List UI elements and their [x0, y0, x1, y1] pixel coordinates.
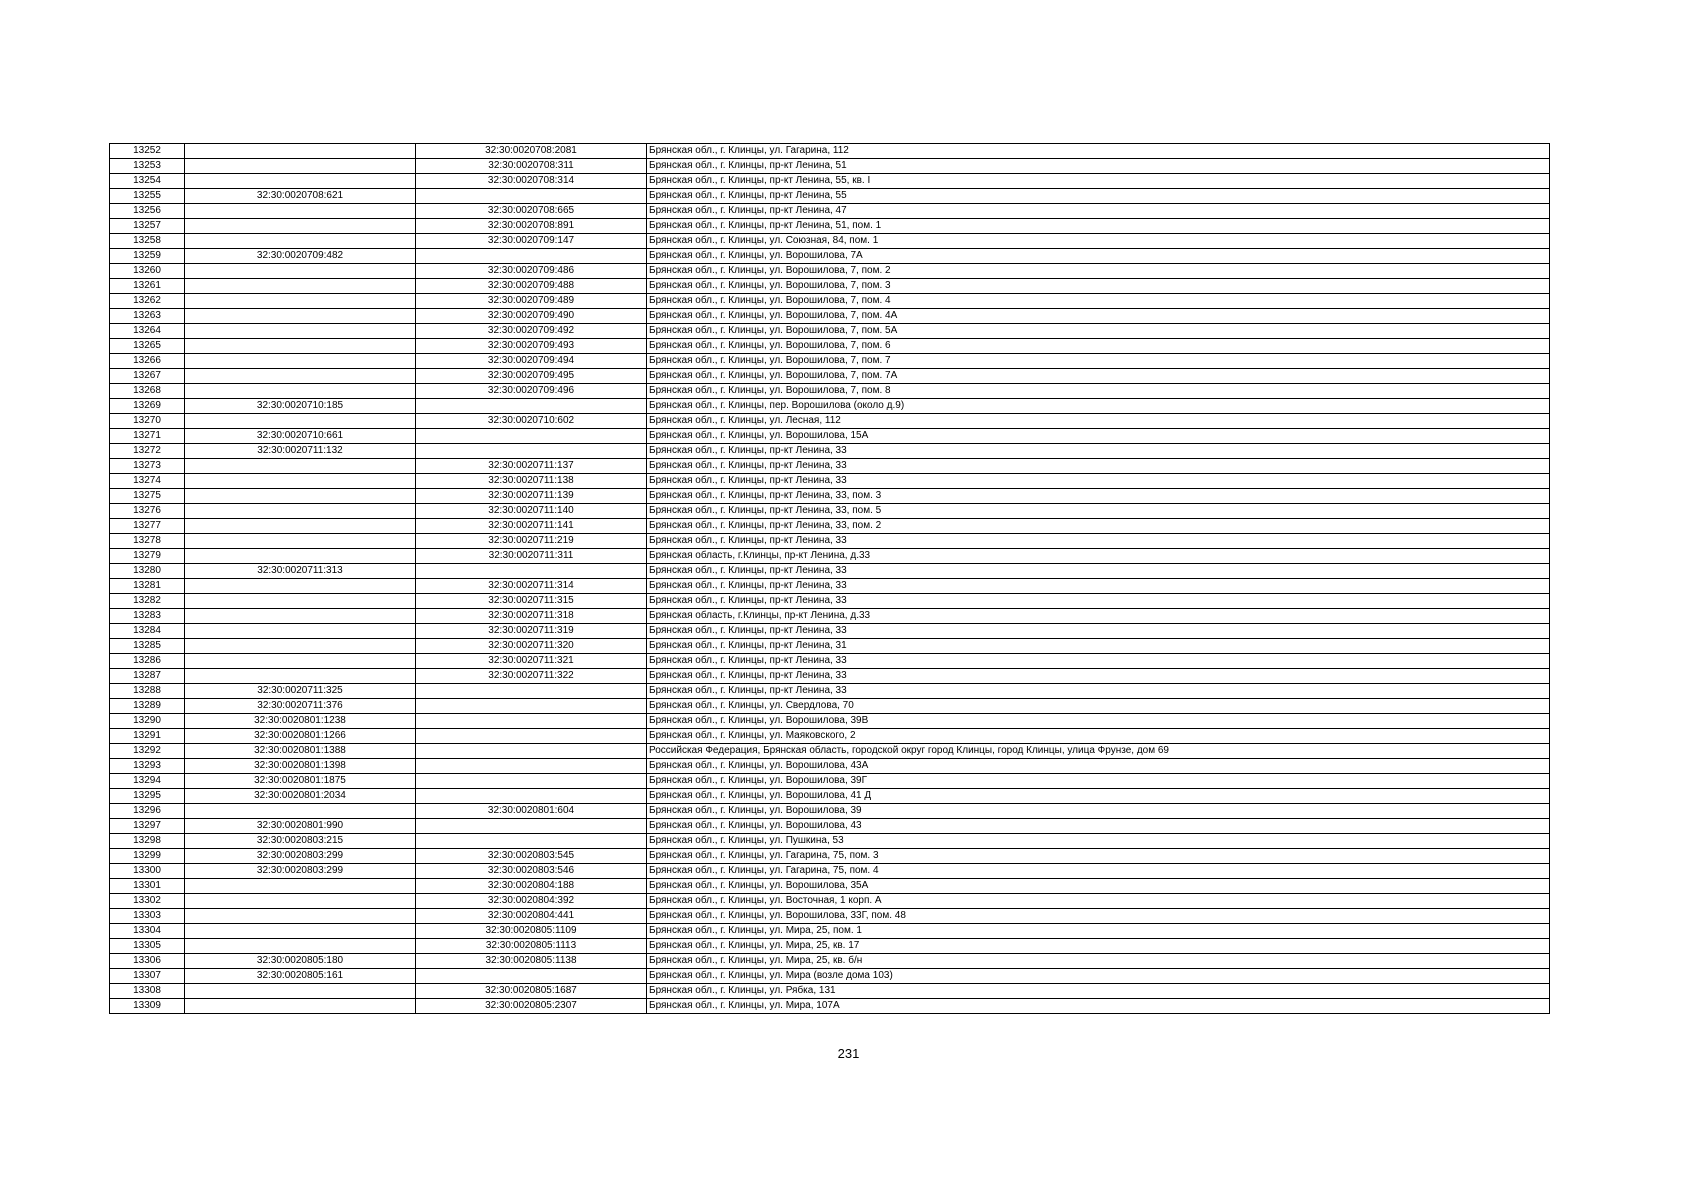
- address-cell: Брянская обл., г. Клинцы, пр-кт Ленина, 31: [647, 639, 1550, 654]
- table-row: [110, 669, 1550, 684]
- object-cadastral-number-cell: [416, 564, 647, 579]
- land-cadastral-number-cell: [185, 384, 416, 399]
- address-cell: Брянская обл., г. Клинцы, пр-кт Ленина, 51: [647, 159, 1550, 174]
- row-number-cell: 13255: [110, 189, 185, 204]
- table-row: [110, 369, 1550, 384]
- row-number-cell: 13301: [110, 879, 185, 894]
- object-cadastral-number-cell: 32:30:0020711:318: [416, 609, 647, 624]
- address-cell: Брянская обл., г. Клинцы, пр-кт Ленина, 33: [647, 669, 1550, 684]
- table-row: [110, 459, 1550, 474]
- row-number-cell: 13294: [110, 774, 185, 789]
- table-row: [110, 984, 1550, 999]
- object-cadastral-number-cell: [416, 774, 647, 789]
- land-cadastral-number-cell: [185, 519, 416, 534]
- table-row: [110, 729, 1550, 744]
- address-cell: Брянская обл., г. Клинцы, пр-кт Ленина, 33: [647, 684, 1550, 699]
- row-number-cell: 13262: [110, 294, 185, 309]
- land-cadastral-number-cell: 32:30:0020803:299: [185, 849, 416, 864]
- table-row: [110, 639, 1550, 654]
- object-cadastral-number-cell: 32:30:0020805:2307: [416, 999, 647, 1014]
- object-cadastral-number-cell: 32:30:0020709:493: [416, 339, 647, 354]
- row-number-cell: 13290: [110, 714, 185, 729]
- land-cadastral-number-cell: [185, 174, 416, 189]
- table-row: [110, 624, 1550, 639]
- table-row: [110, 444, 1550, 459]
- row-number-cell: 13259: [110, 249, 185, 264]
- row-number-cell: 13274: [110, 474, 185, 489]
- table-row: [110, 519, 1550, 534]
- object-cadastral-number-cell: 32:30:0020708:665: [416, 204, 647, 219]
- table-row: [110, 879, 1550, 894]
- land-cadastral-number-cell: [185, 309, 416, 324]
- row-number-cell: 13308: [110, 984, 185, 999]
- row-number-cell: 13293: [110, 759, 185, 774]
- table-row: [110, 174, 1550, 189]
- row-number-cell: 13287: [110, 669, 185, 684]
- row-number-cell: 13284: [110, 624, 185, 639]
- row-number-cell: 13297: [110, 819, 185, 834]
- land-cadastral-number-cell: [185, 144, 416, 159]
- table-row: [110, 609, 1550, 624]
- row-number-cell: 13285: [110, 639, 185, 654]
- object-cadastral-number-cell: 32:30:0020709:492: [416, 324, 647, 339]
- table-row: [110, 699, 1550, 714]
- land-cadastral-number-cell: 32:30:0020801:1266: [185, 729, 416, 744]
- land-cadastral-number-cell: 32:30:0020803:299: [185, 864, 416, 879]
- row-number-cell: 13263: [110, 309, 185, 324]
- object-cadastral-number-cell: 32:30:0020711:138: [416, 474, 647, 489]
- row-number-cell: 13292: [110, 744, 185, 759]
- table-row: [110, 714, 1550, 729]
- address-cell: Брянская обл., г. Клинцы, пр-кт Ленина, 33, пом. 5: [647, 504, 1550, 519]
- row-number-cell: 13260: [110, 264, 185, 279]
- table-row: [110, 819, 1550, 834]
- table-row: [110, 204, 1550, 219]
- address-cell: Брянская обл., г. Клинцы, ул. Ворошилова, 43: [647, 819, 1550, 834]
- object-cadastral-number-cell: 32:30:0020804:392: [416, 894, 647, 909]
- row-number-cell: 13289: [110, 699, 185, 714]
- row-number-cell: 13280: [110, 564, 185, 579]
- address-cell: Брянская обл., г. Клинцы, ул. Маяковского, 2: [647, 729, 1550, 744]
- table-row: [110, 399, 1550, 414]
- land-cadastral-number-cell: 32:30:0020711:313: [185, 564, 416, 579]
- land-cadastral-number-cell: 32:30:0020805:180: [185, 954, 416, 969]
- object-cadastral-number-cell: 32:30:0020804:188: [416, 879, 647, 894]
- table-row: [110, 294, 1550, 309]
- address-cell: Брянская обл., г. Клинцы, пр-кт Ленина, 33: [647, 459, 1550, 474]
- table-row: [110, 579, 1550, 594]
- land-cadastral-number-cell: [185, 999, 416, 1014]
- table-row: [110, 894, 1550, 909]
- address-cell: Брянская обл., г. Клинцы, ул. Ворошилова, 7, пом. 7А: [647, 369, 1550, 384]
- row-number-cell: 13276: [110, 504, 185, 519]
- object-cadastral-number-cell: 32:30:0020801:604: [416, 804, 647, 819]
- address-cell: Брянская обл., г. Клинцы, ул. Ворошилова, 7, пом. 5А: [647, 324, 1550, 339]
- table-row: [110, 969, 1550, 984]
- address-cell: Брянская обл., г. Клинцы, ул. Союзная, 84, пом. 1: [647, 234, 1550, 249]
- object-cadastral-number-cell: 32:30:0020803:545: [416, 849, 647, 864]
- row-number-cell: 13304: [110, 924, 185, 939]
- address-cell: Брянская обл., г. Клинцы, пр-кт Ленина, 33: [647, 579, 1550, 594]
- address-cell: Брянская обл., г. Клинцы, пр-кт Ленина, 33: [647, 624, 1550, 639]
- address-cell: Брянская обл., г. Клинцы, ул. Ворошилова, 7, пом. 3: [647, 279, 1550, 294]
- row-number-cell: 13253: [110, 159, 185, 174]
- address-cell: Брянская обл., г. Клинцы, ул. Ворошилова, 15А: [647, 429, 1550, 444]
- object-cadastral-number-cell: 32:30:0020711:314: [416, 579, 647, 594]
- object-cadastral-number-cell: 32:30:0020711:137: [416, 459, 647, 474]
- land-cadastral-number-cell: [185, 924, 416, 939]
- table-row: [110, 564, 1550, 579]
- row-number-cell: 13264: [110, 324, 185, 339]
- address-cell: Брянская обл., г. Клинцы, ул. Ворошилова, 33Г, пом. 48: [647, 909, 1550, 924]
- address-cell: Брянская обл., г. Клинцы, ул. Мира, 107А: [647, 999, 1550, 1014]
- row-number-cell: 13278: [110, 534, 185, 549]
- land-cadastral-number-cell: [185, 939, 416, 954]
- object-cadastral-number-cell: 32:30:0020711:139: [416, 489, 647, 504]
- row-number-cell: 13306: [110, 954, 185, 969]
- address-cell: Брянская обл., г. Клинцы, ул. Гагарина, 75, пом. 4: [647, 864, 1550, 879]
- object-cadastral-number-cell: 32:30:0020708:2081: [416, 144, 647, 159]
- table-row: [110, 744, 1550, 759]
- object-cadastral-number-cell: 32:30:0020708:311: [416, 159, 647, 174]
- land-cadastral-number-cell: [185, 639, 416, 654]
- land-cadastral-number-cell: [185, 159, 416, 174]
- object-cadastral-number-cell: 32:30:0020711:320: [416, 639, 647, 654]
- land-cadastral-number-cell: 32:30:0020801:1875: [185, 774, 416, 789]
- row-number-cell: 13273: [110, 459, 185, 474]
- row-number-cell: 13305: [110, 939, 185, 954]
- address-cell: Брянская обл., г. Клинцы, пр-кт Ленина, 33: [647, 594, 1550, 609]
- land-cadastral-number-cell: 32:30:0020710:185: [185, 399, 416, 414]
- object-cadastral-number-cell: 32:30:0020711:219: [416, 534, 647, 549]
- address-cell: Брянская обл., г. Клинцы, ул. Рябка, 131: [647, 984, 1550, 999]
- address-cell: Брянская область, г.Клинцы, пр-кт Ленина, д.33: [647, 549, 1550, 564]
- table-row: [110, 324, 1550, 339]
- row-number-cell: 13268: [110, 384, 185, 399]
- table-row: [110, 849, 1550, 864]
- address-cell: Брянская обл., г. Клинцы, ул. Свердлова, 70: [647, 699, 1550, 714]
- land-cadastral-number-cell: 32:30:0020711:325: [185, 684, 416, 699]
- row-number-cell: 13275: [110, 489, 185, 504]
- address-cell: Брянская обл., г. Клинцы, ул. Ворошилова, 7, пом. 2: [647, 264, 1550, 279]
- table-row: [110, 159, 1550, 174]
- address-cell: Брянская обл., г. Клинцы, ул. Мира, 25, кв. 17: [647, 939, 1550, 954]
- address-cell: Брянская обл., г. Клинцы, пр-кт Ленина, 33: [647, 474, 1550, 489]
- row-number-cell: 13252: [110, 144, 185, 159]
- object-cadastral-number-cell: [416, 249, 647, 264]
- address-cell: Брянская обл., г. Клинцы, пр-кт Ленина, 33: [647, 534, 1550, 549]
- object-cadastral-number-cell: 32:30:0020709:486: [416, 264, 647, 279]
- address-cell: Брянская обл., г. Клинцы, ул. Мира, 25, кв. б/н: [647, 954, 1550, 969]
- object-cadastral-number-cell: 32:30:0020711:319: [416, 624, 647, 639]
- object-cadastral-number-cell: 32:30:0020711:140: [416, 504, 647, 519]
- land-cadastral-number-cell: 32:30:0020710:661: [185, 429, 416, 444]
- land-cadastral-number-cell: 32:30:0020805:161: [185, 969, 416, 984]
- row-number-cell: 13254: [110, 174, 185, 189]
- land-cadastral-number-cell: 32:30:0020803:215: [185, 834, 416, 849]
- row-number-cell: 13281: [110, 579, 185, 594]
- land-cadastral-number-cell: [185, 579, 416, 594]
- object-cadastral-number-cell: 32:30:0020710:602: [416, 414, 647, 429]
- land-cadastral-number-cell: [185, 474, 416, 489]
- row-number-cell: 13265: [110, 339, 185, 354]
- address-cell: Брянская обл., г. Клинцы, пр-кт Ленина, 33: [647, 564, 1550, 579]
- row-number-cell: 13302: [110, 894, 185, 909]
- object-cadastral-number-cell: [416, 429, 647, 444]
- land-cadastral-number-cell: 32:30:0020801:1398: [185, 759, 416, 774]
- object-cadastral-number-cell: [416, 189, 647, 204]
- address-cell: Брянская обл., г. Клинцы, пр-кт Ленина, 33, пом. 2: [647, 519, 1550, 534]
- object-cadastral-number-cell: [416, 714, 647, 729]
- table-row: [110, 684, 1550, 699]
- land-cadastral-number-cell: 32:30:0020801:990: [185, 819, 416, 834]
- address-cell: Брянская обл., г. Клинцы, ул. Ворошилова, 7А: [647, 249, 1550, 264]
- table-row: [110, 354, 1550, 369]
- object-cadastral-number-cell: 32:30:0020709:488: [416, 279, 647, 294]
- object-cadastral-number-cell: 32:30:0020709:495: [416, 369, 647, 384]
- land-cadastral-number-cell: [185, 504, 416, 519]
- address-cell: Брянская обл., г. Клинцы, ул. Ворошилова, 39Г: [647, 774, 1550, 789]
- address-cell: Брянская область, г.Клинцы, пр-кт Ленина, д.33: [647, 609, 1550, 624]
- table-row: [110, 144, 1550, 159]
- row-number-cell: 13282: [110, 594, 185, 609]
- object-cadastral-number-cell: [416, 834, 647, 849]
- object-cadastral-number-cell: 32:30:0020711:141: [416, 519, 647, 534]
- object-cadastral-number-cell: [416, 759, 647, 774]
- object-cadastral-number-cell: 32:30:0020708:314: [416, 174, 647, 189]
- address-cell: Брянская обл., г. Клинцы, ул. Ворошилова, 35А: [647, 879, 1550, 894]
- land-cadastral-number-cell: [185, 624, 416, 639]
- address-cell: Брянская обл., г. Клинцы, пр-кт Ленина, 47: [647, 204, 1550, 219]
- table-row: [110, 939, 1550, 954]
- row-number-cell: 13258: [110, 234, 185, 249]
- address-cell: Брянская обл., г. Клинцы, пр-кт Ленина, 55, кв. I: [647, 174, 1550, 189]
- row-number-cell: 13291: [110, 729, 185, 744]
- table-row: [110, 789, 1550, 804]
- table-row: [110, 474, 1550, 489]
- table-row: [110, 414, 1550, 429]
- address-cell: Брянская обл., г. Клинцы, ул. Пушкина, 53: [647, 834, 1550, 849]
- table-row: [110, 909, 1550, 924]
- address-cell: Брянская обл., г. Клинцы, ул. Гагарина, 112: [647, 144, 1550, 159]
- row-number-cell: 13256: [110, 204, 185, 219]
- object-cadastral-number-cell: 32:30:0020709:489: [416, 294, 647, 309]
- row-number-cell: 13267: [110, 369, 185, 384]
- object-cadastral-number-cell: [416, 684, 647, 699]
- land-cadastral-number-cell: [185, 339, 416, 354]
- address-cell: Брянская обл., г. Клинцы, пр-кт Ленина, 33, пом. 3: [647, 489, 1550, 504]
- land-cadastral-number-cell: [185, 324, 416, 339]
- address-cell: Брянская обл., г. Клинцы, пр-кт Ленина, 33: [647, 654, 1550, 669]
- table-row: [110, 834, 1550, 849]
- object-cadastral-number-cell: 32:30:0020709:494: [416, 354, 647, 369]
- land-cadastral-number-cell: 32:30:0020801:1388: [185, 744, 416, 759]
- table-row: [110, 954, 1550, 969]
- land-cadastral-number-cell: [185, 669, 416, 684]
- table-row: [110, 189, 1550, 204]
- table-row: [110, 219, 1550, 234]
- table-row: [110, 804, 1550, 819]
- row-number-cell: 13279: [110, 549, 185, 564]
- table-row: [110, 864, 1550, 879]
- land-cadastral-number-cell: 32:30:0020709:482: [185, 249, 416, 264]
- page-number: 231: [837, 1046, 860, 1061]
- land-cadastral-number-cell: [185, 489, 416, 504]
- object-cadastral-number-cell: 32:30:0020711:315: [416, 594, 647, 609]
- land-cadastral-number-cell: [185, 234, 416, 249]
- land-cadastral-number-cell: 32:30:0020708:621: [185, 189, 416, 204]
- land-cadastral-number-cell: [185, 414, 416, 429]
- object-cadastral-number-cell: 32:30:0020805:1113: [416, 939, 647, 954]
- registry-table: [109, 143, 1550, 1014]
- registry-table-body: [110, 144, 1550, 1014]
- land-cadastral-number-cell: 32:30:0020801:1238: [185, 714, 416, 729]
- object-cadastral-number-cell: [416, 969, 647, 984]
- land-cadastral-number-cell: 32:30:0020711:376: [185, 699, 416, 714]
- land-cadastral-number-cell: [185, 549, 416, 564]
- land-cadastral-number-cell: 32:30:0020801:2034: [185, 789, 416, 804]
- row-number-cell: 13296: [110, 804, 185, 819]
- land-cadastral-number-cell: 32:30:0020711:132: [185, 444, 416, 459]
- address-cell: Брянская обл., г. Клинцы, ул. Восточная, 1 корп. А: [647, 894, 1550, 909]
- table-row: [110, 924, 1550, 939]
- land-cadastral-number-cell: [185, 204, 416, 219]
- table-row: [110, 999, 1550, 1014]
- address-cell: Брянская обл., г. Клинцы, ул. Ворошилова, 43А: [647, 759, 1550, 774]
- table-row: [110, 384, 1550, 399]
- object-cadastral-number-cell: 32:30:0020709:496: [416, 384, 647, 399]
- land-cadastral-number-cell: [185, 294, 416, 309]
- object-cadastral-number-cell: 32:30:0020711:321: [416, 654, 647, 669]
- row-number-cell: 13277: [110, 519, 185, 534]
- table-row: [110, 654, 1550, 669]
- address-cell: Брянская обл., г. Клинцы, пр-кт Ленина, 33: [647, 444, 1550, 459]
- row-number-cell: 13272: [110, 444, 185, 459]
- land-cadastral-number-cell: [185, 984, 416, 999]
- table-row: [110, 264, 1550, 279]
- land-cadastral-number-cell: [185, 264, 416, 279]
- address-cell: Брянская обл., г. Клинцы, ул. Ворошилова, 7, пом. 8: [647, 384, 1550, 399]
- table-row: [110, 489, 1550, 504]
- row-number-cell: 13266: [110, 354, 185, 369]
- object-cadastral-number-cell: 32:30:0020711:311: [416, 549, 647, 564]
- table-row: [110, 759, 1550, 774]
- table-row: [110, 309, 1550, 324]
- row-number-cell: 13309: [110, 999, 185, 1014]
- address-cell: Брянская обл., г. Клинцы, ул. Мира (возле дома 103): [647, 969, 1550, 984]
- object-cadastral-number-cell: [416, 729, 647, 744]
- land-cadastral-number-cell: [185, 369, 416, 384]
- land-cadastral-number-cell: [185, 609, 416, 624]
- address-cell: Брянская обл., г. Клинцы, ул. Мира, 25, пом. 1: [647, 924, 1550, 939]
- address-cell: Российская Федерация, Брянская область, городской округ город Клинцы, город Клинцы, улица Фрунзе, дом 69: [647, 744, 1550, 759]
- address-cell: Брянская обл., г. Клинцы, ул. Ворошилова, 39: [647, 804, 1550, 819]
- table-row: [110, 549, 1550, 564]
- object-cadastral-number-cell: 32:30:0020805:1109: [416, 924, 647, 939]
- address-cell: Брянская обл., г. Клинцы, ул. Ворошилова, 7, пом. 4А: [647, 309, 1550, 324]
- row-number-cell: 13299: [110, 849, 185, 864]
- object-cadastral-number-cell: 32:30:0020803:546: [416, 864, 647, 879]
- land-cadastral-number-cell: [185, 909, 416, 924]
- row-number-cell: 13261: [110, 279, 185, 294]
- table-row: [110, 249, 1550, 264]
- row-number-cell: 13300: [110, 864, 185, 879]
- object-cadastral-number-cell: 32:30:0020805:1138: [416, 954, 647, 969]
- table-row: [110, 234, 1550, 249]
- land-cadastral-number-cell: [185, 804, 416, 819]
- table-row: [110, 504, 1550, 519]
- address-cell: Брянская обл., г. Клинцы, пр-кт Ленина, 51, пом. 1: [647, 219, 1550, 234]
- row-number-cell: 13295: [110, 789, 185, 804]
- land-cadastral-number-cell: [185, 894, 416, 909]
- land-cadastral-number-cell: [185, 354, 416, 369]
- row-number-cell: 13283: [110, 609, 185, 624]
- land-cadastral-number-cell: [185, 219, 416, 234]
- object-cadastral-number-cell: 32:30:0020709:490: [416, 309, 647, 324]
- address-cell: Брянская обл., г. Клинцы, ул. Ворошилова, 7, пом. 4: [647, 294, 1550, 309]
- object-cadastral-number-cell: 32:30:0020708:891: [416, 219, 647, 234]
- address-cell: Брянская обл., г. Клинцы, ул. Лесная, 112: [647, 414, 1550, 429]
- address-cell: Брянская обл., г. Клинцы, ул. Ворошилова, 39В: [647, 714, 1550, 729]
- row-number-cell: 13270: [110, 414, 185, 429]
- land-cadastral-number-cell: [185, 654, 416, 669]
- row-number-cell: 13257: [110, 219, 185, 234]
- row-number-cell: 13269: [110, 399, 185, 414]
- address-cell: Брянская обл., г. Клинцы, пер. Ворошилова (около д.9): [647, 399, 1550, 414]
- land-cadastral-number-cell: [185, 279, 416, 294]
- table-row: [110, 279, 1550, 294]
- row-number-cell: 13303: [110, 909, 185, 924]
- row-number-cell: 13286: [110, 654, 185, 669]
- table-row: [110, 339, 1550, 354]
- object-cadastral-number-cell: 32:30:0020709:147: [416, 234, 647, 249]
- object-cadastral-number-cell: 32:30:0020805:1687: [416, 984, 647, 999]
- land-cadastral-number-cell: [185, 594, 416, 609]
- table-row: [110, 534, 1550, 549]
- address-cell: Брянская обл., г. Клинцы, ул. Гагарина, 75, пом. 3: [647, 849, 1550, 864]
- object-cadastral-number-cell: [416, 699, 647, 714]
- table-row: [110, 594, 1550, 609]
- row-number-cell: 13307: [110, 969, 185, 984]
- row-number-cell: 13288: [110, 684, 185, 699]
- address-cell: Брянская обл., г. Клинцы, ул. Ворошилова, 7, пом. 7: [647, 354, 1550, 369]
- object-cadastral-number-cell: 32:30:0020804:441: [416, 909, 647, 924]
- land-cadastral-number-cell: [185, 879, 416, 894]
- object-cadastral-number-cell: [416, 789, 647, 804]
- land-cadastral-number-cell: [185, 459, 416, 474]
- object-cadastral-number-cell: [416, 444, 647, 459]
- row-number-cell: 13298: [110, 834, 185, 849]
- address-cell: Брянская обл., г. Клинцы, ул. Ворошилова, 7, пом. 6: [647, 339, 1550, 354]
- address-cell: Брянская обл., г. Клинцы, ул. Ворошилова, 41 Д: [647, 789, 1550, 804]
- row-number-cell: 13271: [110, 429, 185, 444]
- address-cell: Брянская обл., г. Клинцы, пр-кт Ленина, 55: [647, 189, 1550, 204]
- object-cadastral-number-cell: [416, 819, 647, 834]
- table-row: [110, 429, 1550, 444]
- land-cadastral-number-cell: [185, 534, 416, 549]
- object-cadastral-number-cell: [416, 744, 647, 759]
- object-cadastral-number-cell: 32:30:0020711:322: [416, 669, 647, 684]
- table-row: [110, 774, 1550, 789]
- object-cadastral-number-cell: [416, 399, 647, 414]
